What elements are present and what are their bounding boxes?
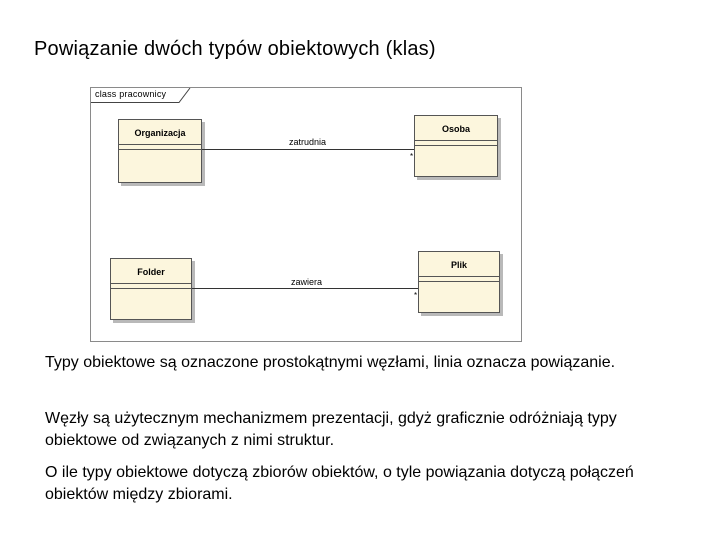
association-zatrudnia-label: zatrudnia <box>289 137 327 147</box>
class-folder[interactable] <box>110 258 192 320</box>
paragraph-3: O ile typy obiektowe dotyczą zbiorów obiektów, o tyle powiązania dotyczą połączeń obiektów między zbiorami. <box>45 464 634 503</box>
class-osoba-name: Osoba <box>415 116 497 141</box>
class-plik-name: Plik <box>419 252 499 277</box>
association-zatrudnia-line <box>202 149 414 150</box>
class-osoba-attributes <box>415 141 497 146</box>
class-plik[interactable] <box>418 251 500 313</box>
class-organizacja-attributes <box>119 145 201 150</box>
class-folder-name: Folder <box>111 259 191 284</box>
association-zatrudnia-multiplicity: * <box>410 152 414 161</box>
class-osoba[interactable] <box>414 115 498 177</box>
class-organizacja-name: Organizacja <box>119 120 201 145</box>
association-zawiera-label: zawiera <box>291 277 323 287</box>
uml-class-diagram <box>90 87 522 342</box>
slide-title: Powiązanie dwóch typów obiektowych (klas) <box>34 38 436 60</box>
class-organizacja[interactable] <box>118 119 202 183</box>
association-zawiera-line <box>192 288 418 289</box>
diagram-frame-tab <box>91 88 191 103</box>
paragraph-1: Typy obiektowe są oznaczone prostokątnymi węzłami, linia oznacza powiązanie. <box>45 354 616 371</box>
diagram-frame-label: class pracownicy <box>95 89 167 99</box>
class-plik-attributes <box>419 277 499 282</box>
class-folder-attributes <box>111 284 191 289</box>
association-zawiera-multiplicity: * <box>414 291 418 300</box>
paragraph-2: Węzły są użytecznym mechanizmem prezentacji, gdyż graficznie odróżniają typy obiektowe od związanych z nimi struktur. <box>45 410 617 449</box>
